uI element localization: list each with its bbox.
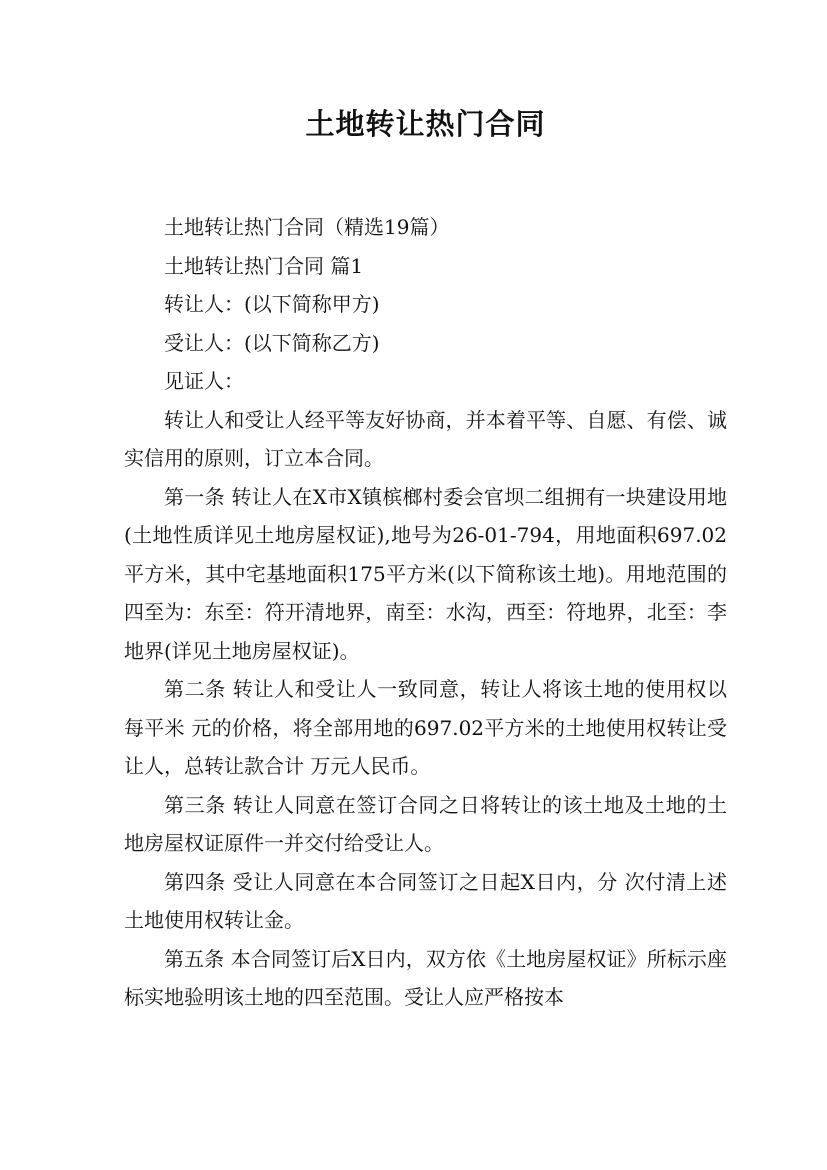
document-title: 土地转让热门合同 — [305, 107, 546, 141]
paragraph-article-5: 第五条 本合同签订后X日内，双方依《土地房屋权证》所标示座标实地验明该土地的四至范围。受让人应严格按本 — [124, 946, 727, 1009]
paragraph-preamble: 转让人和受让人经平等友好协商，并本着平等、自愿、有偿、诚实信用的原则，订立本合同。 — [124, 407, 727, 470]
paragraph-article-4: 第四条 受让人同意在本合同签订之日起X日内，分 次付清上述土地使用权转让金。 — [124, 869, 727, 932]
paragraph-witness: 见证人： — [164, 369, 244, 393]
paragraph-article-2: 第二条 转让人和受让人一致同意，转让人将该土地的使用权以每平米 元的价格，将全部用地的697.02平方米的土地使用权转让受让人，总转让款合计 万元人民币。 — [124, 677, 727, 778]
paragraph-article-1: 第一条 转让人在X市X镇槟榔村委会官坝二组拥有一块建设用地(土地性质详见土地房屋权证),地号为26-01-794，用地面积697.02平方米，其中宅基地面积175平方米(以下简称该土地)。用地范围的四至为：东至：符开清地界，南至：水沟，西至：符地界，北至：李地界(详见土地房屋权证)。 — [124, 484, 727, 663]
document-body — [124, 208, 727, 1017]
paragraph-section-heading: 土地转让热门合同 篇1 — [164, 253, 364, 278]
paragraph-article-3: 第三条 转让人同意在签订合同之日将转让的该土地及土地的土地房屋权证原件一并交付给受让人。 — [124, 792, 727, 855]
paragraph-transferor: 转让人：(以下简称甲方) — [164, 292, 380, 316]
paragraph-transferee: 受让人：(以下简称乙方) — [164, 330, 380, 355]
paragraph-subtitle: 土地转让热门合同（精选19篇） — [164, 215, 450, 239]
